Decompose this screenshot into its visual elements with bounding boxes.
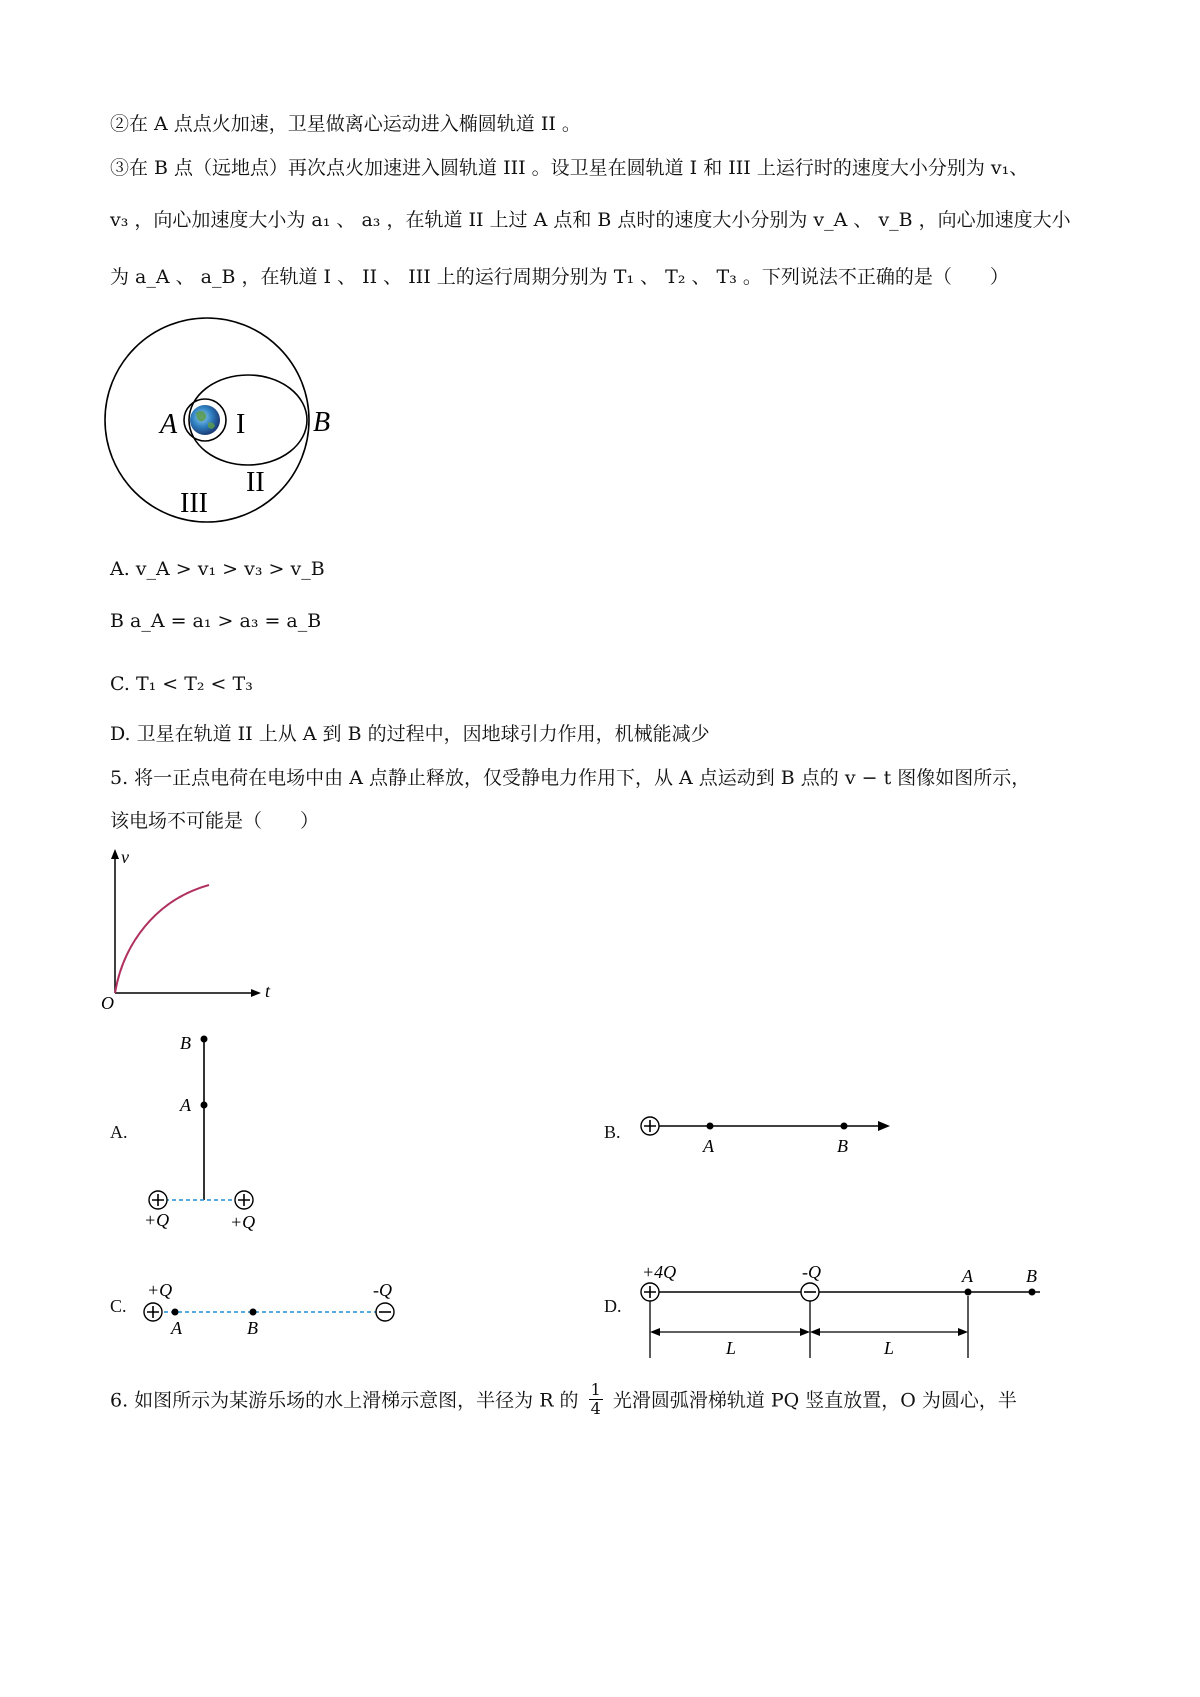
q6-text-b: 光滑圆弧滑梯轨道 PQ 竖直放置，O 为圆心，半: [612, 1389, 1017, 1412]
svg-text:+4Q: +4Q: [642, 1262, 677, 1282]
q4-line-4: 为 a_A 、 a_B ，在轨道 I 、 II 、 III 上的运行周期分别为 T₁ 、 T₂ 、 T₃ 。下列说法不正确的是（ ）: [110, 266, 1009, 288]
svg-text:A: A: [171, 1318, 182, 1338]
q5-optA-diagram: [130, 1025, 270, 1245]
svg-text:A: A: [703, 1136, 714, 1156]
label-B: B: [313, 407, 331, 438]
svg-text:L: L: [726, 1338, 737, 1358]
q4-option-B: B a_A = a₁ > a₃ = a_B: [110, 610, 322, 632]
label-II: II: [246, 467, 265, 498]
q5-optB-letter: B.: [604, 1122, 621, 1142]
q5-optD-diagram: [630, 1262, 1060, 1362]
q4-line-3: v₃ ，向心加速度大小为 a₁ 、 a₃ ，在轨道 II 上过 A 点和 B 点时的速度大小分别为 v_A 、 v_B ，向心加速度大小: [110, 209, 1071, 231]
graph-origin: O: [101, 993, 114, 1013]
q5-line-2: 该电场不可能是（ ）: [110, 810, 320, 832]
svg-text:+Q: +Q: [144, 1210, 170, 1230]
graph-y-label: v: [121, 847, 129, 867]
orbit-figure: [100, 315, 360, 535]
graph-x-label: t: [265, 981, 271, 1001]
q5-optB-diagram: [630, 1108, 900, 1158]
svg-text:L: L: [884, 1338, 895, 1358]
q4-option-A: A. v_A > v₁ > v₃ > v_B: [110, 558, 325, 580]
q4-line-2: ③在 B 点（远地点）再次点火加速进入圆轨道 III 。设卫星在圆轨道 I 和 III 上运行时的速度大小分别为 v₁、: [110, 157, 1029, 179]
q4-option-C: C. T₁ < T₂ < T₃: [110, 673, 253, 695]
label-III: III: [180, 488, 208, 519]
q5-optC-diagram: [135, 1270, 425, 1340]
svg-text:A: A: [962, 1266, 973, 1286]
q5-optA-letter: A.: [110, 1122, 128, 1142]
q6-line: [110, 1380, 1017, 1420]
fraction-one-quarter: $\frac{1}{4}$: [590, 1380, 601, 1418]
svg-text:A: A: [180, 1095, 191, 1115]
vt-curve: [115, 885, 209, 993]
q6-text-a: 6. 如图所示为某游乐场的水上滑梯示意图，半径为 R 的: [110, 1389, 579, 1412]
label-I: I: [236, 409, 246, 440]
vt-graph: [95, 845, 295, 1015]
label-A: A: [160, 409, 178, 440]
svg-text:+Q: +Q: [230, 1212, 256, 1232]
svg-text:-Q: -Q: [802, 1262, 821, 1282]
svg-text:B: B: [180, 1033, 191, 1053]
svg-text:-Q: -Q: [373, 1280, 392, 1300]
earth-icon: [190, 405, 220, 435]
svg-text:B: B: [247, 1318, 258, 1338]
q5-line-1: 5. 将一正点电荷在电场中由 A 点静止释放，仅受静电力作用下，从 A 点运动到 B 点的 v − t 图像如图所示，: [110, 767, 1031, 789]
q5-optC-letter: C.: [110, 1296, 127, 1316]
q4-line-1: ②在 A 点点火加速，卫星做离心运动进入椭圆轨道 II 。: [110, 113, 581, 135]
q5-optD-letter: D.: [604, 1296, 622, 1316]
svg-text:B: B: [1026, 1266, 1037, 1286]
svg-text:+Q: +Q: [147, 1280, 173, 1300]
svg-text:B: B: [837, 1136, 848, 1156]
q4-option-D: D. 卫星在轨道 II 上从 A 到 B 的过程中，因地球引力作用，机械能减少: [110, 723, 710, 745]
